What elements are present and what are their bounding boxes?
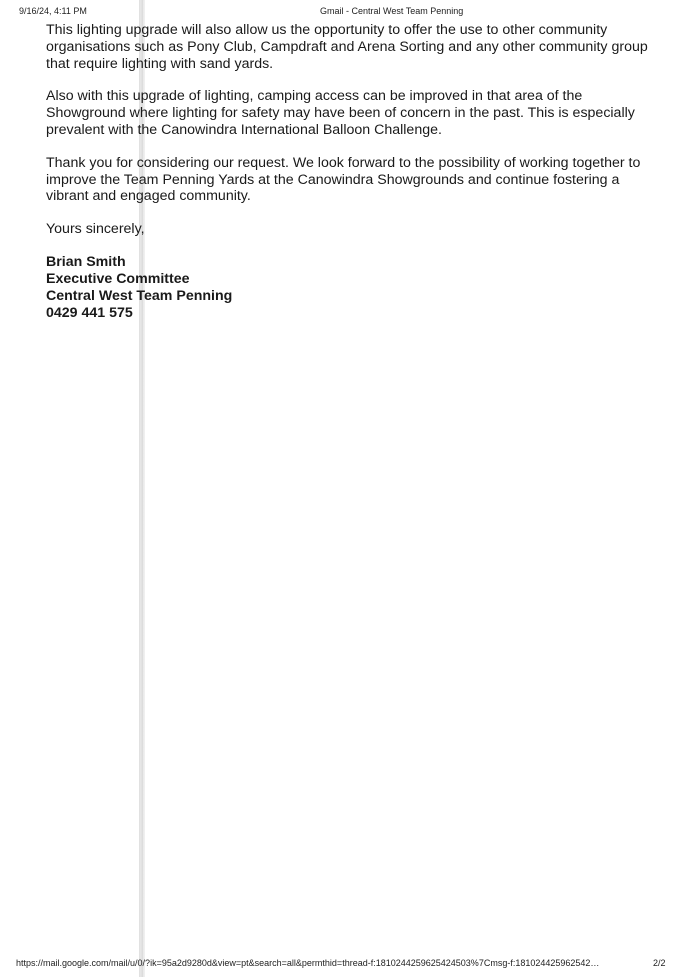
paragraph-camping-access: Also with this upgrade of lighting, camping access can be improved in that area of the Showground where lighting for safety may have been of concern in the past. This is especially prevalent with the Canowindra International Balloon Challenge. bbox=[46, 88, 635, 138]
page-number: 2/2 bbox=[653, 958, 666, 968]
print-header bbox=[0, 6, 682, 18]
signature-name: Brian Smith bbox=[46, 253, 126, 270]
signature-block bbox=[46, 254, 656, 322]
print-datetime: 9/16/24, 4:11 PM bbox=[19, 6, 87, 16]
print-footer bbox=[0, 958, 682, 970]
paragraph-thank-you: Thank you for considering our request. We look forward to the possibility of working together to improve the Team Penning Yards at the Canowindra Showgrounds and continue fostering a vibrant and engaged community. bbox=[46, 154, 641, 205]
letter-body bbox=[46, 22, 656, 322]
print-title: Gmail - Central West Team Penning bbox=[320, 6, 464, 16]
signature-organisation: Central West Team Penning bbox=[46, 287, 233, 304]
signature-role: Executive Committee bbox=[46, 270, 190, 287]
signature-phone: 0429 441 575 bbox=[46, 304, 133, 321]
closing: Yours sincerely, bbox=[46, 221, 145, 238]
paragraph-lighting-upgrade: This lighting upgrade will also allow us the opportunity to offer the use to other community organisations such as Pony Club, Campdraft and Arena Sorting and any other community group that require lighting with sand yards. bbox=[46, 22, 648, 72]
print-url: https://mail.google.com/mail/u/0/?ik=95a2d9280d&view=pt&search=all&permthid=thread-f:1810244259625424503%7Cmsg-f:181024425962542… bbox=[16, 958, 600, 968]
